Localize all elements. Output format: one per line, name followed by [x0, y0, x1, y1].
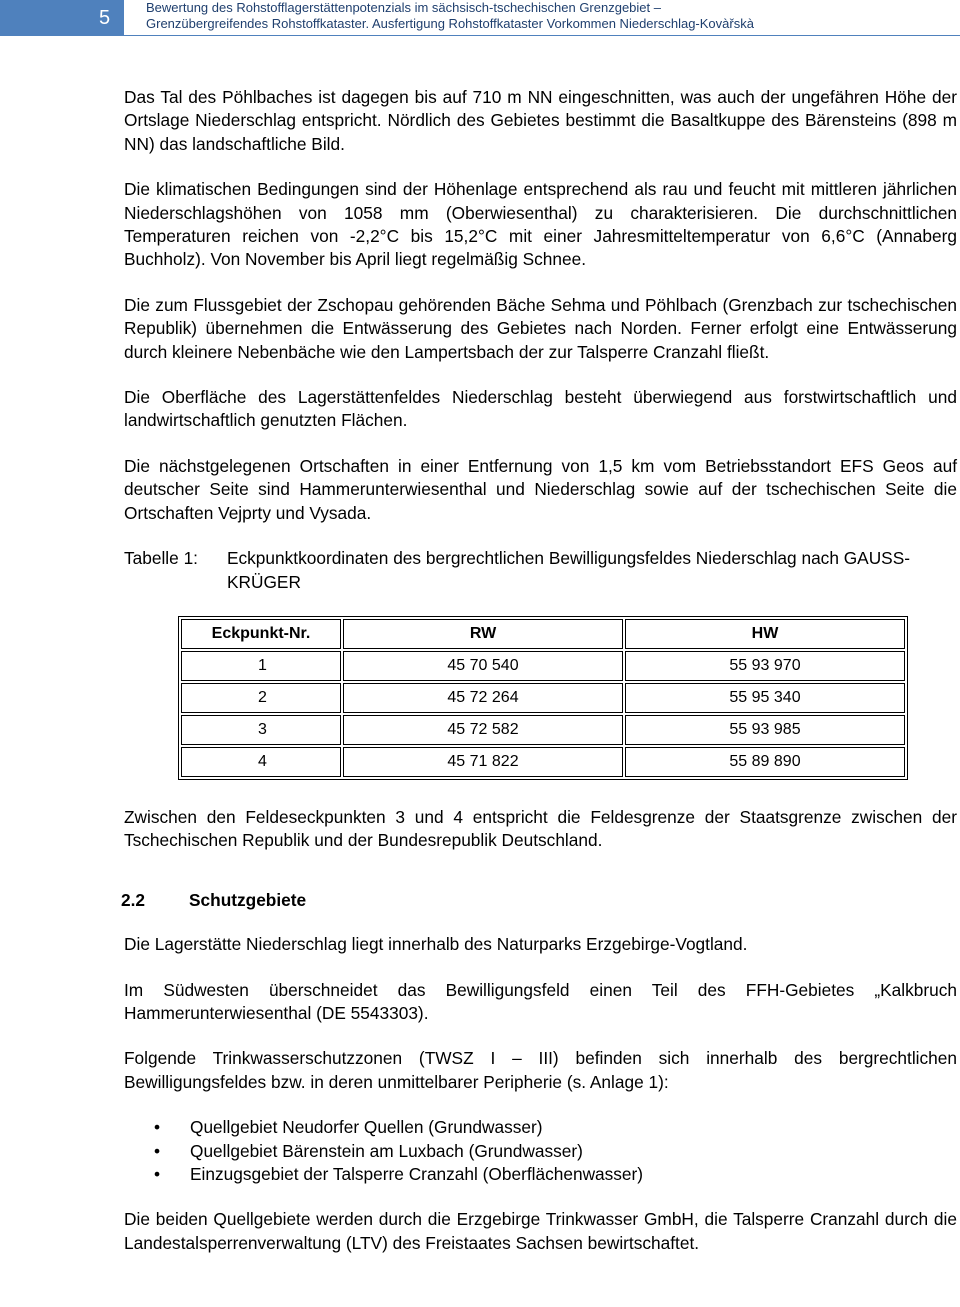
bullet-icon: • — [154, 1117, 161, 1138]
paragraph-1: Das Tal des Pöhlbaches ist dagegen bis auf 710 m NN eingeschnitten, was auch der ungefähren Höhe der Ortslage Niederschlag entspricht. Nördlich des Gebietes bestimmt die Basaltkuppe des Bärensteins (898 m NN) das landschaftliche Bild. — [124, 87, 957, 154]
table-cell: 1 — [181, 651, 341, 681]
paragraph-8: Im Südwesten überschneidet das Bewilligungsfeld einen Teil des FFH-Gebietes „Kalkbruch Hammerunterwiesenthal (DE 5543303). — [124, 979, 957, 1023]
table-cell: 4 — [181, 747, 341, 777]
coordinates-table — [178, 616, 908, 780]
page-number-box — [0, 0, 124, 36]
table-cell: 2 — [181, 683, 341, 713]
header-line-2: Grenzübergreifendes Rohstoffkataster. Ausfertigung Rohstoffkataster Vorkommen Niederschlag-Kovàřskà — [146, 16, 754, 31]
paragraph-5: Die nächstgelegenen Ortschaften in einer Entfernung von 1,5 km vom Betriebsstandort EFS Geos auf deutscher Seite sind Hammerunterwiesenthal und Niederschlag sowie auf der tschechischen Seite die Ortschaften Vejprty und Vysada. — [124, 455, 957, 523]
section-title: Schutzgebiete — [189, 889, 307, 910]
table-row — [181, 683, 905, 713]
table-header-row — [181, 619, 905, 649]
list-item-text: Quellgebiet Neudorfer Quellen (Grundwasser) — [190, 1117, 543, 1138]
list-item — [124, 1140, 957, 1163]
section-heading — [121, 889, 957, 912]
bullet-icon: • — [154, 1163, 161, 1184]
bullet-icon: • — [154, 1140, 161, 1161]
paragraph-7: Die Lagerstätte Niederschlag liegt innerhalb des Naturparks Erzgebirge-Vogtland. — [124, 934, 748, 955]
page-number: 5 — [99, 7, 111, 29]
table-row — [181, 651, 905, 681]
paragraph-2: Die klimatischen Bedingungen sind der Höhenlage entsprechend als rau und feucht mit mittleren jährlichen Niederschlagshöhen von 1058 mm (Oberwiesenthal) zu charakterisieren. Die durchschnittlichen Temperaturen reichen von -2,2°C bis 15,2°C mit einer Jahresmitteltemperatur von 6,6°C (Annaberg Buchholz). Von November bis April liegt regelmäßig Schnee. — [124, 179, 957, 270]
paragraph-10: Die beiden Quellgebiete werden durch die Erzgebirge Trinkwasser GmbH, die Talsperre Cranzahl durch die Landestalsperrenverwaltung (LTV) des Freistaates Sachsen bewirtschaftet. — [124, 1209, 957, 1253]
table-header-cell: HW — [625, 619, 905, 649]
table-cell: 45 70 540 — [343, 651, 623, 681]
list-item-text: Einzugsgebiet der Talsperre Cranzahl (Oberflächenwasser) — [190, 1163, 644, 1184]
paragraph-6: Zwischen den Feldeseckpunkten 3 und 4 entspricht die Feldesgrenze der Staatsgrenze zwischen der Tschechischen Republik und der Bundesrepublik Deutschland. — [124, 806, 957, 851]
list-item-text: Quellgebiet Bärenstein am Luxbach (Grundwasser) — [190, 1140, 583, 1161]
table-cell: 55 89 890 — [625, 747, 905, 777]
table-caption — [124, 547, 957, 594]
page-header — [0, 0, 960, 36]
table-row — [181, 747, 905, 777]
section-number: 2.2 — [121, 889, 146, 910]
table-cell: 3 — [181, 715, 341, 745]
table-header-cell: RW — [343, 619, 623, 649]
paragraph-4: Die Oberfläche des Lagerstättenfeldes Niederschlag besteht überwiegend aus forstwirtschaftlich und landwirtschaftlich genutzten Flächen. — [124, 387, 957, 431]
table-cell: 45 72 264 — [343, 683, 623, 713]
table-cell: 55 93 970 — [625, 651, 905, 681]
paragraph-3: Die zum Flussgebiet der Zschopau gehörenden Bäche Sehma und Pöhlbach (Grenzbach zur tschechischen Republik) übernehmen die Entwässerung des Gebietes nach Norden. Ferner erfolgt eine Entwässerung durch kleinere Nebenbäche wie den Lampertsbach der zur Talsperre Cranzahl fließt. — [124, 294, 957, 362]
table-caption-text: Eckpunktkoordinaten des bergrechtlichen Bewilligungsfeldes Niederschlag nach GAUSS-KRÜGER — [227, 548, 910, 592]
header-line-1: Bewertung des Rohstofflagerstättenpotenzials im sächsisch-tschechischen Grenzgebiet – — [146, 0, 661, 15]
table-caption-label: Tabelle 1: — [124, 548, 198, 569]
table-cell: 55 95 340 — [625, 683, 905, 713]
list-item — [124, 1163, 957, 1186]
list-item — [124, 1116, 957, 1139]
header-text — [146, 0, 754, 32]
table-cell: 45 71 822 — [343, 747, 623, 777]
paragraph-9: Folgende Trinkwasserschutzzonen (TWSZ I – III) befinden sich innerhalb des bergrechtlichen Bewilligungsfeldes bzw. in deren unmittelbarer Peripherie (s. Anlage 1): — [124, 1048, 957, 1092]
table-header-cell: Eckpunkt-Nr. — [181, 619, 341, 649]
table-row — [181, 715, 905, 745]
bullet-list — [124, 1116, 957, 1186]
document-body — [121, 86, 957, 1277]
table-cell: 55 93 985 — [625, 715, 905, 745]
header-rule — [124, 35, 960, 36]
table-cell: 45 72 582 — [343, 715, 623, 745]
